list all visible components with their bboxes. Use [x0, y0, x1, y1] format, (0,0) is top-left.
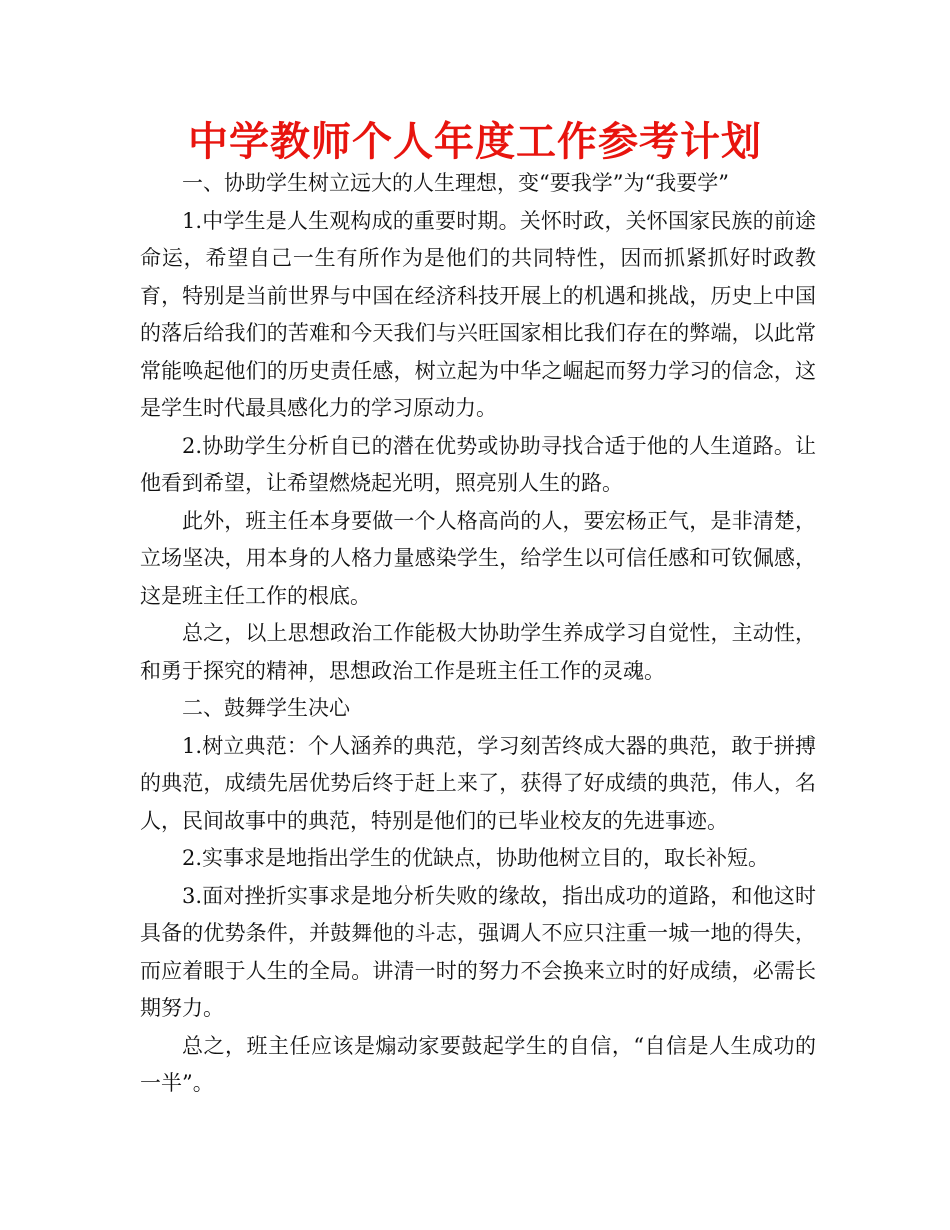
document-body	[140, 165, 816, 1103]
paragraph-summary-2: 总之，班主任应该是煽动家要鼓起学生的自信，“自信是人生成功的一半”。	[140, 1033, 816, 1095]
document-title: 中学教师个人年度工作参考计划	[188, 119, 762, 165]
section-heading-2: 二、鼓舞学生决心	[182, 696, 350, 720]
paragraph-in-addition: 此外，班主任本身要做一个人格高尚的人，要宏杨正气，是非清楚，立场坚决，用本身的人格力量感染学生，给学生以可信任感和可钦佩感，这是班主任工作的根底。	[140, 508, 816, 608]
paragraph-item-2-2: 2.实事求是地指出学生的优缺点，协助他树立目的，取长补短。	[182, 846, 770, 870]
paragraph-item-1-2: 2.协助学生分析自已的潜在优势或协助寻找合适于他的人生道路。让他看到希望，让希望燃烧起光明，照亮别人生的路。	[140, 433, 816, 495]
paragraph-item-2-3: 3.面对挫折实事求是地分析失败的缘故，指出成功的道路，和他这时具备的优势条件，并鼓舞他的斗志，强调人不应只注重一城一地的得失，而应着眼于人生的全局。讲清一时的努力不会换来立时的好成绩，必需长期努力。	[140, 883, 816, 1020]
paragraph-item-2-1: 1.树立典范：个人涵养的典范，学习刻苦终成大器的典范，敢于拼搏的典范，成绩先居优势后终于赶上来了，获得了好成绩的典范，伟人，名人，民间故事中的典范，特别是他们的已毕业校友的先进事迹。	[140, 733, 816, 833]
paragraph-summary-1: 总之，以上思想政治工作能极大协助学生养成学习自觉性，主动性，和勇于探究的精神，思想政治工作是班主任工作的灵魂。	[140, 621, 816, 683]
section-heading-1: 一、协助学生树立远大的人生理想，变“要我学”为“我要学”	[182, 171, 729, 195]
paragraph-item-1-1: 1.中学生是人生观构成的重要时期。关怀时政，关怀国家民族的前途命运，希望自己一生有所作为是他们的共同特性，因而抓紧抓好时政教育，特别是当前世界与中国在经济科技开展上的机遇和挑战，历史上中国的落后给我们的苦难和今天我们与兴旺国家相比我们存在的弊端，以此常常能唤起他们的历史责任感，树立起为中华之崛起而努力学习的信念，这是学生时代最具感化力的学习原动力。	[140, 208, 816, 420]
